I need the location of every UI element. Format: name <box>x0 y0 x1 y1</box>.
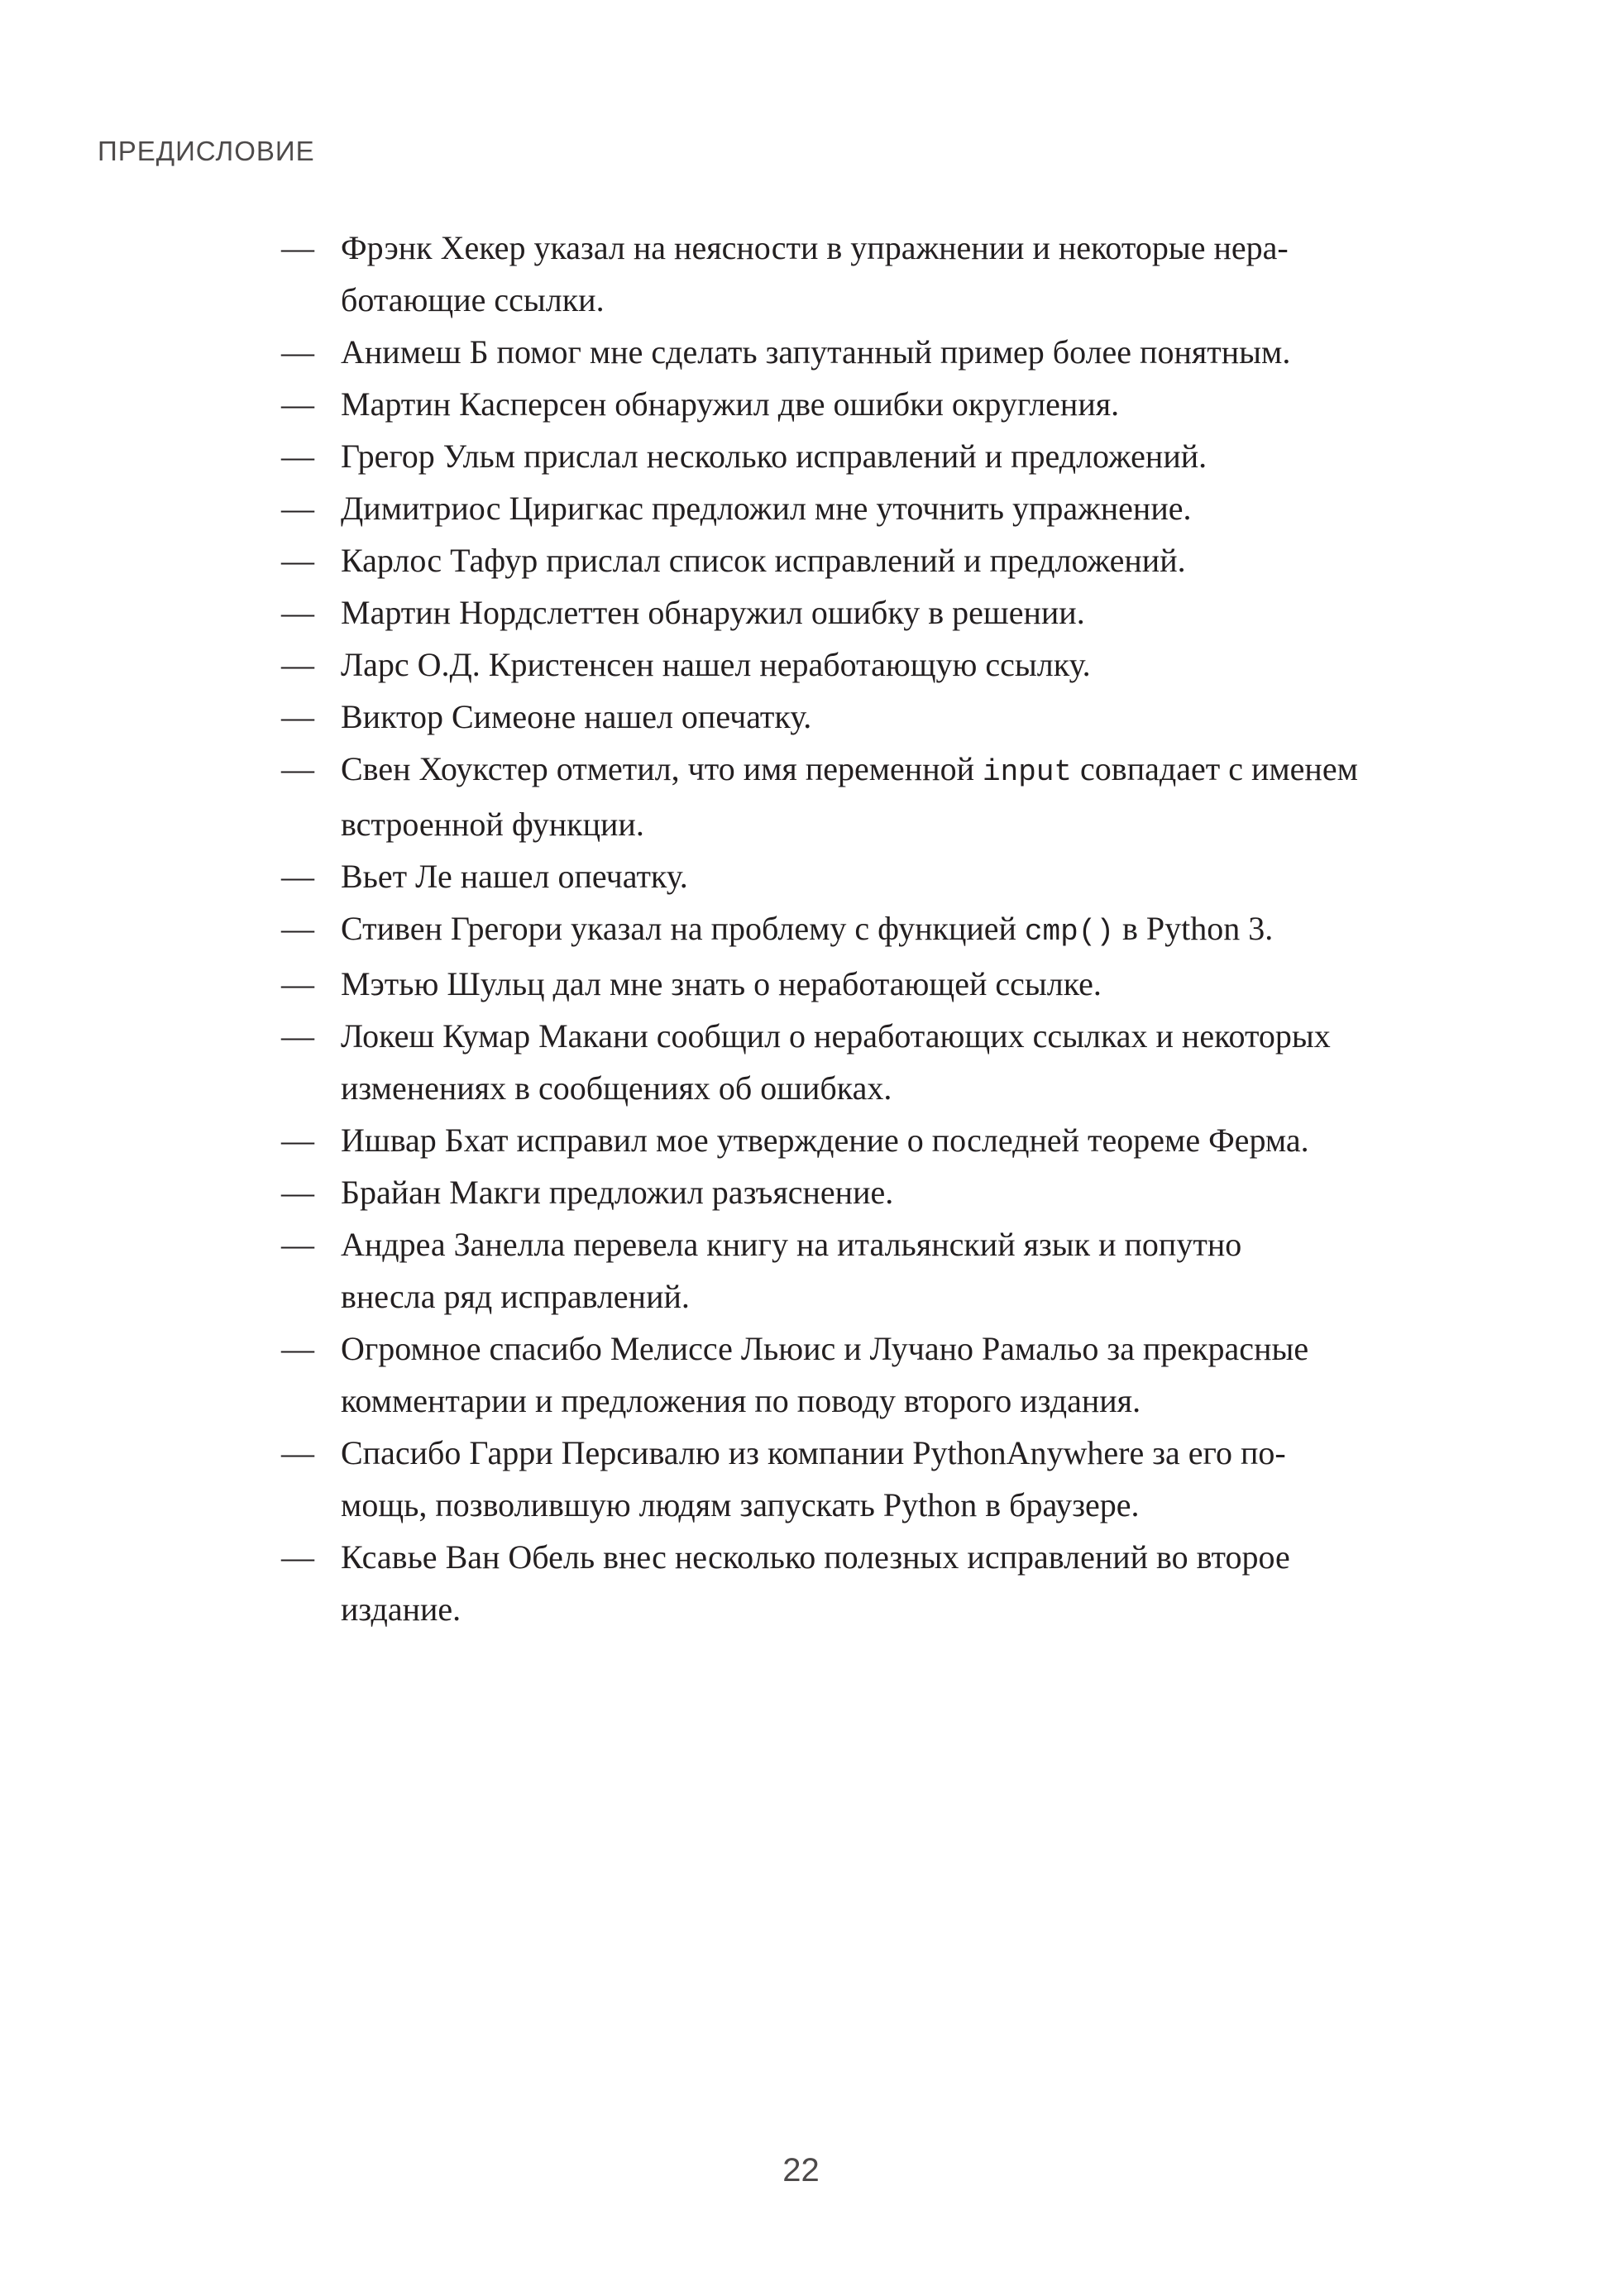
list-item <box>281 1427 1406 1531</box>
item-line: встроенной функции. <box>341 806 644 843</box>
page-number: 22 <box>782 2152 820 2188</box>
list-item <box>281 1531 1406 1635</box>
list-item <box>281 482 1406 534</box>
list-item <box>281 691 1406 743</box>
item-line: комментарии и предложения по поводу второго издания. <box>341 1382 1141 1419</box>
em-dash-bullet: — <box>281 1538 314 1576</box>
em-dash-bullet: — <box>281 229 314 266</box>
list-item <box>281 378 1406 430</box>
em-dash-bullet: — <box>281 1122 314 1159</box>
item-text: совпадает с именем <box>1072 750 1358 787</box>
item-line: Фрэнк Хекер указал на неясности в упражнении и некоторые нера- <box>341 229 1289 266</box>
em-dash-bullet: — <box>281 698 314 735</box>
list-item <box>281 586 1406 639</box>
em-dash-bullet: — <box>281 490 314 527</box>
item-text: в Python 3. <box>1113 910 1274 947</box>
item-line: Спасибо Гарри Персивалю из компании PythonAnywhere за его по- <box>341 1434 1286 1471</box>
item-line: Ксавье Ван Обель внес несколько полезных исправлений во второе <box>341 1538 1290 1576</box>
acknowledgements-list <box>281 222 1406 1635</box>
list-item <box>281 1114 1406 1166</box>
item-line: Карлос Тафур прислал список исправлений и предложений. <box>341 542 1186 579</box>
item-line: Мартин Касперсен обнаружил две ошибки округления. <box>341 385 1120 423</box>
list-item <box>281 743 1406 850</box>
item-line <box>341 902 1406 958</box>
item-line: ботающие ссылки. <box>341 281 605 318</box>
em-dash-bullet: — <box>281 646 314 683</box>
item-line: Брайан Макги предложил разъяснение. <box>341 1174 894 1211</box>
item-line: Вьет Ле нашел опечатку. <box>341 858 688 895</box>
list-item <box>281 1010 1406 1114</box>
em-dash-bullet: — <box>281 1330 314 1367</box>
item-line: Мартин Нордслеттен обнаружил ошибку в решении. <box>341 594 1085 631</box>
code-cmp: cmp() <box>1024 915 1114 949</box>
em-dash-bullet: — <box>281 333 314 371</box>
em-dash-bullet: — <box>281 385 314 423</box>
em-dash-bullet: — <box>281 910 314 947</box>
item-line: Огромное спасибо Мелиссе Льюис и Лучано Рамальо за прекрасные <box>341 1330 1309 1367</box>
item-text: Стивен Грегори указал на проблему с функцией <box>341 910 1025 947</box>
item-line: Ишвар Бхат исправил мое утверждение о последней теореме Ферма. <box>341 1122 1309 1159</box>
item-line <box>341 743 1406 798</box>
em-dash-bullet: — <box>281 965 314 1002</box>
item-line: мощь, позволившую людям запускать Python в браузере. <box>341 1486 1140 1523</box>
item-line: Андреа Занелла перевела книгу на итальянский язык и попутно <box>341 1226 1242 1263</box>
item-line: изменениях в сообщениях об ошибках. <box>341 1069 892 1107</box>
em-dash-bullet: — <box>281 1434 314 1471</box>
em-dash-bullet: — <box>281 1174 314 1211</box>
list-item <box>281 326 1406 378</box>
list-item <box>281 430 1406 482</box>
item-line: внесла ряд исправлений. <box>341 1278 690 1315</box>
item-line: Ларс О.Д. Кристенсен нашел неработающую ссылку. <box>341 646 1091 683</box>
list-item <box>281 639 1406 691</box>
running-head: ПРЕДИСЛОВИЕ <box>98 136 315 166</box>
em-dash-bullet: — <box>281 1017 314 1055</box>
list-item <box>281 1166 1406 1218</box>
list-item <box>281 222 1406 326</box>
item-line: Грегор Ульм прислал несколько исправлений и предложений. <box>341 438 1207 475</box>
list-item <box>281 902 1406 958</box>
item-line: Виктор Симеоне нашел опечатку. <box>341 698 812 735</box>
em-dash-bullet: — <box>281 594 314 631</box>
list-item <box>281 1218 1406 1323</box>
item-line: Мэтью Шульц дал мне знать о неработающей ссылке. <box>341 965 1102 1002</box>
list-item <box>281 1323 1406 1427</box>
em-dash-bullet: — <box>281 438 314 475</box>
list-item <box>281 534 1406 586</box>
item-line: издание. <box>341 1590 461 1628</box>
item-text: Свен Хоукстер отметил, что имя переменной <box>341 750 983 787</box>
em-dash-bullet: — <box>281 542 314 579</box>
em-dash-bullet: — <box>281 750 314 787</box>
code-input: input <box>983 755 1073 789</box>
list-item <box>281 958 1406 1010</box>
item-line: Димитриос Циригкас предложил мне уточнить упражнение. <box>341 490 1192 527</box>
em-dash-bullet: — <box>281 1226 314 1263</box>
item-line: Локеш Кумар Макани сообщил о неработающих ссылках и некоторых <box>341 1017 1331 1055</box>
list-item <box>281 850 1406 902</box>
item-line: Анимеш Б помог мне сделать запутанный пример более понятным. <box>341 333 1291 371</box>
em-dash-bullet: — <box>281 858 314 895</box>
